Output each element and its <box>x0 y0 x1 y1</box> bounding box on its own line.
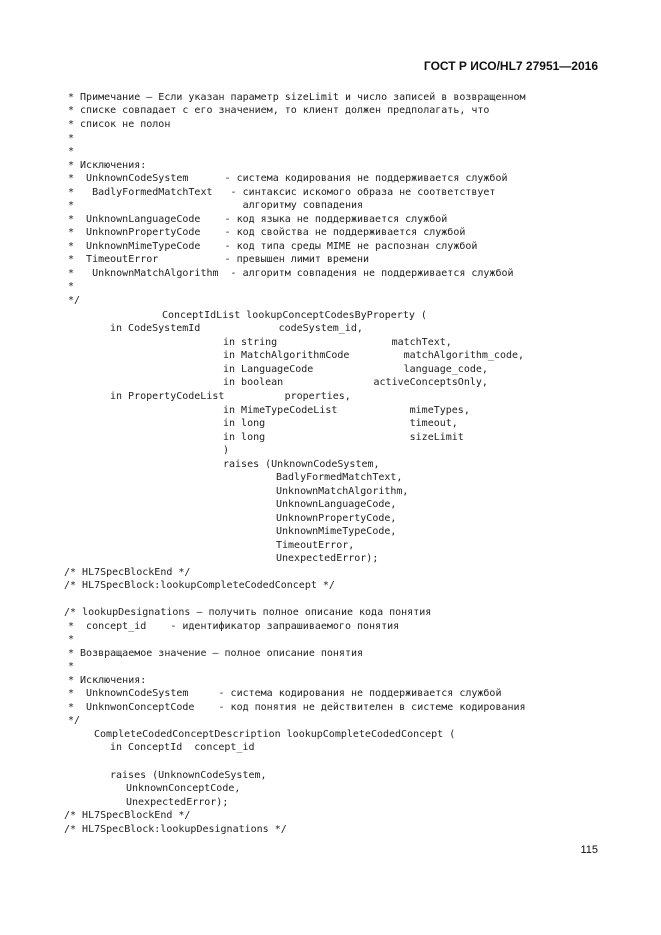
code-line: UnknownConceptCode, <box>126 783 241 794</box>
code-line: * <box>68 281 75 292</box>
page-number: 115 <box>580 844 598 856</box>
code-line: UnknownPropertyCode, <box>276 513 397 524</box>
code-line: * <box>68 146 75 157</box>
code-line: /* HL7SpecBlock:lookupCompleteCodedConcept */ <box>64 580 335 591</box>
code-line: * <box>68 634 75 645</box>
code-line: in LanguageCode language_code, <box>223 364 488 375</box>
code-line: * UnknownPropertyCode - код свойства не поддерживается службой <box>68 227 466 238</box>
code-line: ConceptIdList lookupConceptCodesByProperty ( <box>162 310 427 321</box>
code-line: * UnknownCodeSystem - система кодирования не поддерживается службой <box>68 688 502 699</box>
code-line: * <box>68 661 75 672</box>
code-line: UnexpectedError); <box>276 553 379 564</box>
code-line: * списке совпадает с его значением, то клиент должен предполагать, что <box>68 105 490 116</box>
code-line: in boolean activeConceptsOnly, <box>223 377 488 388</box>
code-line: * BadlyFormedMatchText - синтаксис искомого образа не соответствует <box>68 187 496 198</box>
document-header: ГОСТ Р ИСО/HL7 27951—2016 <box>423 59 598 73</box>
code-line: * Возвращаемое значение — полное описание понятия <box>68 648 364 659</box>
code-line: raises (UnknownCodeSystem, <box>223 459 380 470</box>
code-line: * Исключения: <box>68 675 147 686</box>
code-line: UnknownMimeTypeCode, <box>276 526 397 537</box>
code-line: */ <box>68 295 81 306</box>
code-line: in long timeout, <box>223 418 458 429</box>
code-line: in ConceptId concept_id <box>110 742 255 753</box>
code-line: /* HL7SpecBlock:lookupDesignations */ <box>64 824 287 835</box>
code-line: UnknownMatchAlgorithm, <box>276 486 409 497</box>
code-line: TimeoutError, <box>276 540 355 551</box>
code-line: * concept_id - идентификатор запрашиваемого понятия <box>68 621 400 632</box>
code-line: in long sizeLimit <box>223 432 464 443</box>
code-line: UnexpectedError); <box>126 797 229 808</box>
code-line: * UnknownLanguageCode - код языка не поддерживается службой <box>68 214 448 225</box>
code-line: * алгоритму совпадения <box>68 200 364 211</box>
code-line: in MatchAlgorithmCode matchAlgorithm_code, <box>223 350 525 361</box>
code-line: * Исключения: <box>68 160 147 171</box>
code-line: /* lookupDesignations — получить полное описание кода понятия <box>64 607 432 618</box>
code-line: in PropertyCodeList properties, <box>110 391 351 402</box>
code-line: * <box>68 133 75 144</box>
code-line: BadlyFormedMatchText, <box>276 472 403 483</box>
code-line: * TimeoutError - превышен лимит времени <box>68 254 370 265</box>
code-line: raises (UnknownCodeSystem, <box>110 770 267 781</box>
code-line: * UnknownMatchAlgorithm - алгоритм совпадения не поддерживается службой <box>68 268 514 279</box>
code-line: * список не полон <box>68 119 171 130</box>
code-line: /* HL7SpecBlockEnd */ <box>64 810 191 821</box>
code-line: in string matchText, <box>223 337 452 348</box>
code-line: ) <box>223 445 230 456</box>
code-line: /* HL7SpecBlockEnd */ <box>64 567 191 578</box>
code-line: UnknownLanguageCode, <box>276 499 397 510</box>
code-line: in MimeTypeCodeList mimeTypes, <box>223 405 470 416</box>
code-line: * UnknownMimeTypeCode - код типа среды MIME не распознан службой <box>68 241 478 252</box>
code-line: */ <box>68 715 81 726</box>
code-line: CompleteCodedConceptDescription lookupCompleteCodedConcept ( <box>94 729 456 740</box>
code-line: * UnknownCodeSystem - система кодирования не поддерживается службой <box>68 173 508 184</box>
code-line: in CodeSystemId codeSystem_id, <box>110 323 363 334</box>
code-line: * UnknwonConceptCode - код понятия не действителен в системе кодирования <box>68 702 526 713</box>
code-line: * Примечание — Если указан параметр sizeLimit и число записей в возвращенном <box>68 92 526 103</box>
